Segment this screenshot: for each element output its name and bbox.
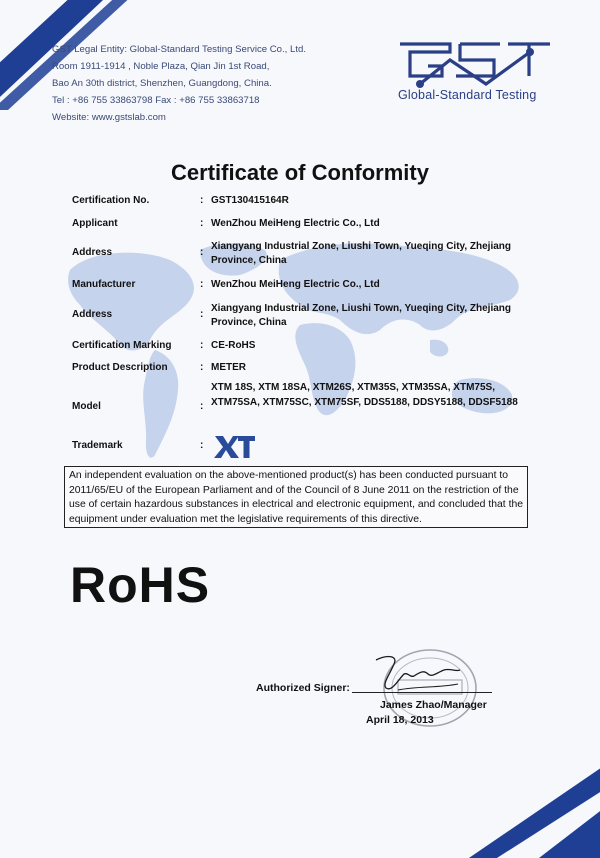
model-value: XTM 18S, XTM 18SA, XTM26S, XTM35S, XTM35SA, XTM75S, XTM75SA, XTM75SC, XTM75SF, DDS5188, DDSY5188, DDSF5188: [211, 382, 518, 408]
applicant-address-value: Xiangyang Industrial Zone, Liushi Town, Yueqing City, Zhejiang Province, China: [211, 241, 512, 266]
signing-date: April 18, 2013: [366, 714, 434, 726]
colon: :: [200, 195, 204, 206]
rohs-mark: RoHS: [70, 557, 211, 613]
certificate-title: Certificate of Conformity: [171, 160, 429, 185]
colon: :: [200, 247, 204, 258]
manufacturer-address-label: Address: [72, 309, 113, 320]
xt-trademark-logo: [214, 434, 256, 460]
manufacturer-address-value: Xiangyang Industrial Zone, Liushi Town, Yueqing City, Zhejiang Province, China: [211, 303, 512, 328]
manufacturer-label: Manufacturer: [72, 279, 136, 290]
colon: :: [200, 340, 204, 351]
applicant-address-label: Address: [72, 247, 113, 258]
signature-line: [352, 692, 492, 693]
cert-marking-value: CE-RoHS: [211, 340, 256, 351]
manufacturer-value: WenZhou MeiHeng Electric Co., Ltd: [211, 279, 380, 290]
handwritten-signature: [368, 650, 464, 694]
colon: :: [200, 279, 204, 290]
issuer-address-line-2: Bao An 30th district, Shenzhen, Guangdong, China.: [52, 78, 272, 89]
issuer-phone-fax: Tel : +86 755 33863798 Fax : +86 755 33863718: [52, 95, 260, 106]
colon: :: [200, 362, 204, 373]
colon: :: [200, 218, 204, 229]
issuer-website: Website: www.gstslab.com: [52, 112, 166, 123]
applicant-label: Applicant: [72, 218, 118, 229]
cert-marking-label: Certification Marking: [72, 340, 172, 351]
colon: :: [200, 440, 204, 451]
model-label: Model: [72, 401, 101, 412]
authorized-signer-label: Authorized Signer:: [256, 682, 350, 694]
issuer-address-line-1: Room 1911-1914 , Noble Plaza, Qian Jin 1st Road,: [52, 61, 270, 72]
corner-stripe-bottom-right: [370, 728, 600, 858]
cert-no-label: Certification No.: [72, 195, 150, 206]
evaluation-statement: An independent evaluation on the above-mentioned product(s) has been conducted pursuant to 2011/65/EU of the European Parliament and of the Council of 8 June 2011 on the restriction of the use of certain hazardous substances in electrical and electronic equipment, and concluded that the equipment under evaluation met the legislative requirements of this directive.: [64, 466, 528, 528]
signer-name: James Zhao/Manager: [380, 699, 487, 711]
product-description-label: Product Description: [72, 362, 168, 373]
issuer-legal-entity: GST Legal Entity: Global-Standard Testing Service Co., Ltd.: [52, 44, 307, 55]
issuer-header: [52, 41, 306, 126]
colon: :: [200, 309, 204, 320]
gst-logo-text: Global-Standard Testing: [398, 88, 537, 102]
applicant-value: WenZhou MeiHeng Electric Co., Ltd: [211, 218, 380, 229]
colon: :: [200, 401, 204, 412]
cert-no-value: GST130415164R: [211, 195, 289, 206]
trademark-label: Trademark: [72, 440, 123, 451]
product-description-value: METER: [211, 362, 246, 373]
